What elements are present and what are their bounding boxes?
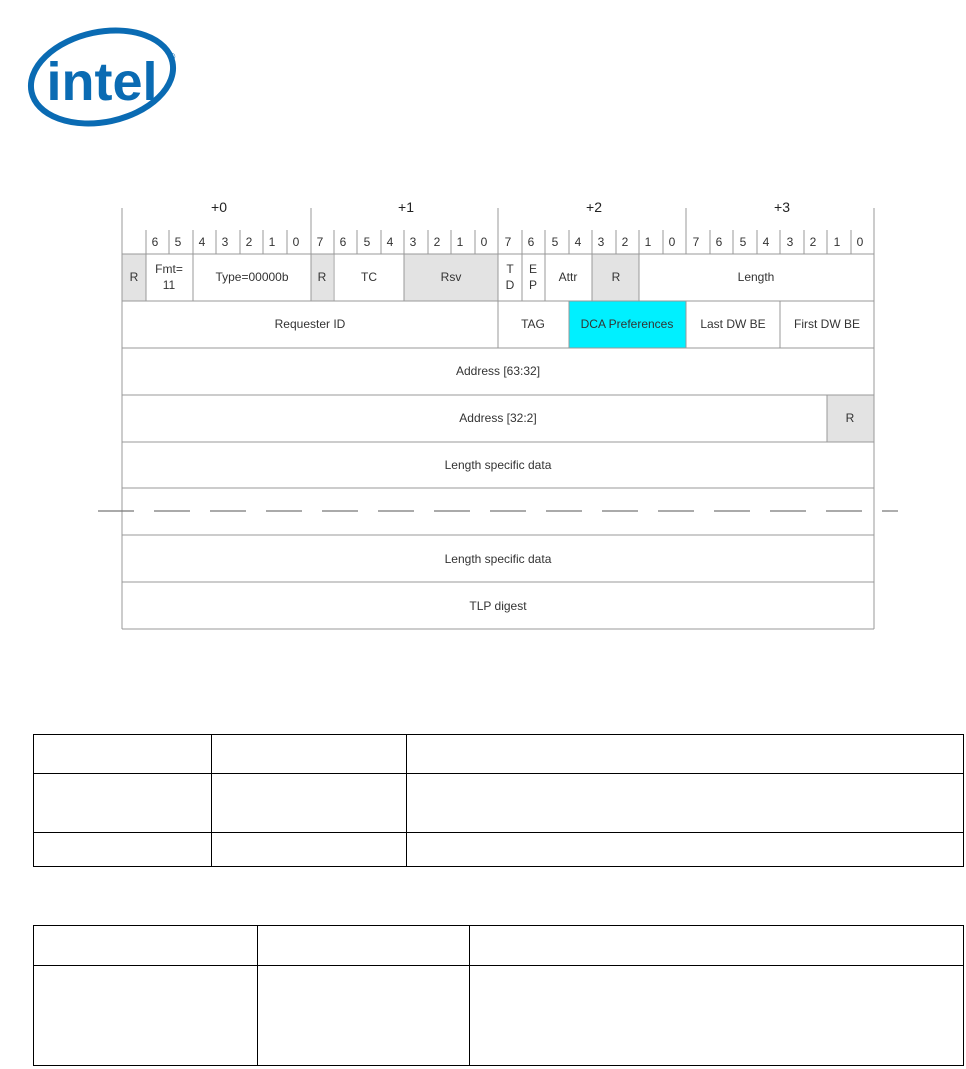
bit-label: 0 — [668, 235, 676, 249]
bit-label: 7 — [316, 235, 324, 249]
table-cell — [34, 735, 212, 774]
table-cell — [34, 926, 258, 966]
bit-label: 2 — [245, 235, 253, 249]
field-length: Length — [737, 270, 775, 284]
field-ep-line1: E — [528, 262, 538, 276]
bit-label: 1 — [833, 235, 841, 249]
field-td-line1: T — [506, 262, 514, 276]
table-cell — [407, 774, 964, 833]
field-fmt-line2: 11 — [162, 278, 176, 292]
field-td-line2: D — [505, 278, 515, 292]
logo-registered-mark: ® — [168, 52, 176, 63]
table-row — [34, 926, 964, 966]
field-ep-line2: P — [528, 278, 538, 292]
bit-label: 3 — [221, 235, 229, 249]
field-dca-preferences: DCA Preferences — [580, 317, 674, 331]
byte-label: +2 — [586, 199, 602, 215]
field-address-high: Address [63:32] — [455, 364, 541, 378]
bit-label: 3 — [786, 235, 794, 249]
bit-label: 4 — [762, 235, 770, 249]
field-last-dw-be: Last DW BE — [700, 317, 766, 331]
logo-wordmark: intel — [46, 52, 158, 112]
bit-label: 4 — [386, 235, 394, 249]
bit-label: 5 — [551, 235, 559, 249]
field-attr: Attr — [558, 270, 578, 284]
bit-label: 5 — [363, 235, 371, 249]
field-tc: TC — [361, 270, 377, 284]
field-tag: TAG — [521, 317, 545, 331]
bit-label: 0 — [856, 235, 864, 249]
bit-label: 6 — [527, 235, 535, 249]
field-length-specific-data: Length specific data — [444, 458, 552, 472]
field-rsv: Rsv — [440, 270, 462, 284]
bit-label: 4 — [574, 235, 582, 249]
table-cell — [407, 833, 964, 867]
bit-label: 0 — [480, 235, 488, 249]
field-requester-id: Requester ID — [274, 317, 346, 331]
field-type: Type=00000b — [215, 270, 289, 284]
field-tlp-digest: TLP digest — [469, 599, 527, 613]
table-cell — [34, 774, 212, 833]
table-cell — [212, 774, 407, 833]
table-cell — [34, 966, 258, 1066]
table-cell — [470, 966, 964, 1066]
field-reserved: R — [845, 411, 855, 425]
bit-label: 2 — [621, 235, 629, 249]
table-row — [34, 735, 964, 774]
bit-label: 1 — [644, 235, 652, 249]
bit-label: 0 — [292, 235, 300, 249]
field-reserved: R — [611, 270, 621, 284]
byte-label: +1 — [398, 199, 414, 215]
table-cell — [258, 926, 470, 966]
field-length-specific-data: Length specific data — [444, 552, 552, 566]
bit-label: 2 — [809, 235, 817, 249]
bit-label: 2 — [433, 235, 441, 249]
field-reserved: R — [129, 270, 139, 284]
bit-label: 6 — [715, 235, 723, 249]
table-cell — [212, 833, 407, 867]
bit-label: 5 — [739, 235, 747, 249]
bit-label: 7 — [504, 235, 512, 249]
bit-label: 1 — [456, 235, 464, 249]
table-cell — [470, 926, 964, 966]
empty-table-1 — [33, 734, 964, 867]
bit-label: 4 — [198, 235, 206, 249]
byte-label: +0 — [211, 199, 227, 215]
table-row — [34, 774, 964, 833]
table-cell — [258, 966, 470, 1066]
empty-table-2 — [33, 925, 964, 1066]
table-row — [34, 833, 964, 867]
bit-label: 6 — [151, 235, 159, 249]
byte-label: +3 — [774, 199, 790, 215]
field-fmt-line1: Fmt= — [155, 262, 183, 276]
bit-label: 1 — [268, 235, 276, 249]
bit-label: 6 — [339, 235, 347, 249]
table-cell — [212, 735, 407, 774]
table-cell — [34, 833, 212, 867]
bit-label: 5 — [174, 235, 182, 249]
bit-label: 3 — [409, 235, 417, 249]
bit-label: 7 — [692, 235, 700, 249]
field-address-low: Address [32:2] — [459, 411, 537, 425]
field-first-dw-be: First DW BE — [794, 317, 860, 331]
field-reserved: R — [317, 270, 327, 284]
bit-label: 3 — [597, 235, 605, 249]
table-cell — [407, 735, 964, 774]
table-row — [34, 966, 964, 1066]
